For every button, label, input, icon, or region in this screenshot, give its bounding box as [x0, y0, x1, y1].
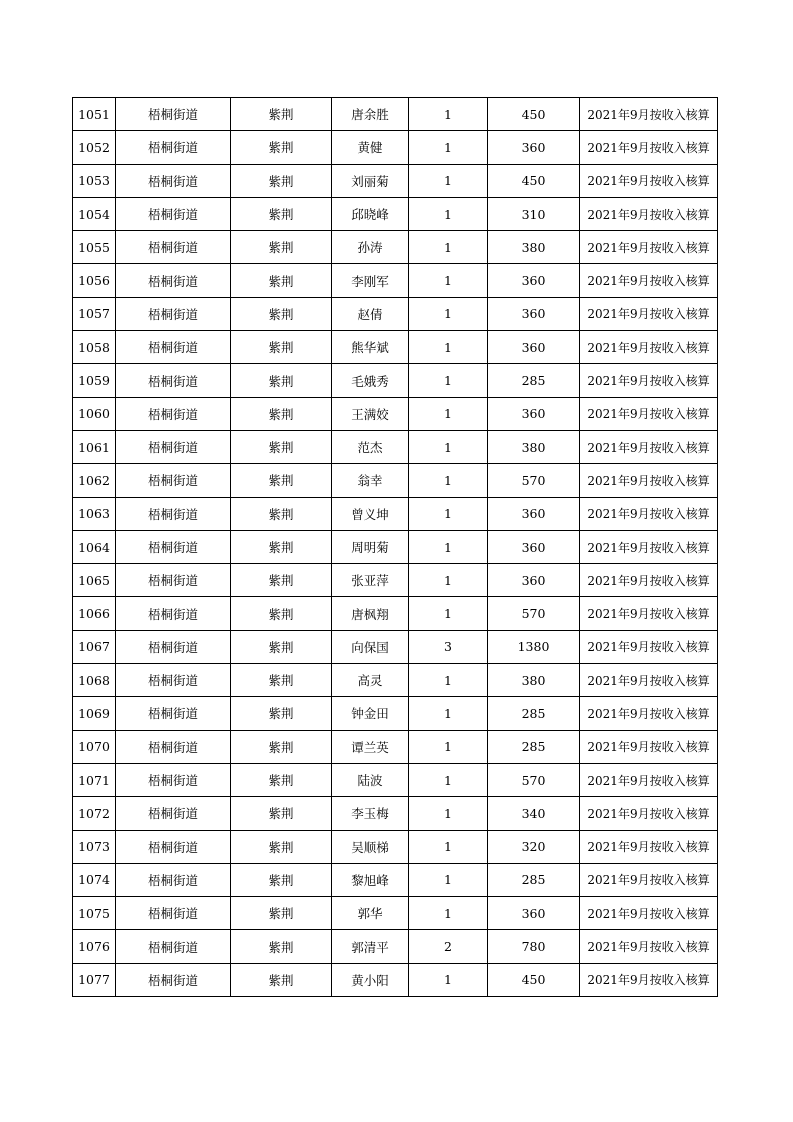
table-row	[73, 430, 718, 463]
row-number-cell: 1054	[73, 197, 116, 230]
street-cell: 梧桐街道	[116, 664, 231, 697]
note-cell: 2021年9月按收入核算	[580, 697, 718, 730]
household-count-cell: 1	[409, 963, 488, 996]
name-cell: 高灵	[332, 664, 409, 697]
amount-cell: 450	[488, 963, 580, 996]
community-cell: 紫荆	[231, 863, 332, 896]
household-count-cell: 1	[409, 497, 488, 530]
community-cell: 紫荆	[231, 963, 332, 996]
street-cell: 梧桐街道	[116, 697, 231, 730]
name-cell: 黎旭峰	[332, 863, 409, 896]
amount-cell: 360	[488, 397, 580, 430]
amount-cell: 380	[488, 231, 580, 264]
table-row	[73, 830, 718, 863]
note-cell: 2021年9月按收入核算	[580, 98, 718, 131]
row-number-cell: 1067	[73, 630, 116, 663]
street-cell: 梧桐街道	[116, 297, 231, 330]
table-row	[73, 164, 718, 197]
note-cell: 2021年9月按收入核算	[580, 430, 718, 463]
note-cell: 2021年9月按收入核算	[580, 530, 718, 563]
community-cell: 紫荆	[231, 364, 332, 397]
household-count-cell: 1	[409, 297, 488, 330]
amount-cell: 570	[488, 464, 580, 497]
amount-cell: 450	[488, 164, 580, 197]
row-number-cell: 1058	[73, 331, 116, 364]
amount-cell: 285	[488, 730, 580, 763]
street-cell: 梧桐街道	[116, 630, 231, 663]
table-row	[73, 331, 718, 364]
household-count-cell: 1	[409, 763, 488, 796]
community-cell: 紫荆	[231, 763, 332, 796]
household-count-cell: 1	[409, 697, 488, 730]
note-cell: 2021年9月按收入核算	[580, 297, 718, 330]
community-cell: 紫荆	[231, 164, 332, 197]
table-body	[73, 98, 718, 997]
household-count-cell: 1	[409, 530, 488, 563]
household-count-cell: 3	[409, 630, 488, 663]
amount-cell: 360	[488, 564, 580, 597]
street-cell: 梧桐街道	[116, 430, 231, 463]
name-cell: 向保国	[332, 630, 409, 663]
household-count-cell: 1	[409, 98, 488, 131]
row-number-cell: 1052	[73, 131, 116, 164]
community-cell: 紫荆	[231, 730, 332, 763]
row-number-cell: 1070	[73, 730, 116, 763]
household-count-cell: 1	[409, 197, 488, 230]
row-number-cell: 1064	[73, 530, 116, 563]
community-cell: 紫荆	[231, 630, 332, 663]
amount-cell: 360	[488, 897, 580, 930]
street-cell: 梧桐街道	[116, 797, 231, 830]
name-cell: 王满姣	[332, 397, 409, 430]
community-cell: 紫荆	[231, 897, 332, 930]
street-cell: 梧桐街道	[116, 863, 231, 896]
community-cell: 紫荆	[231, 397, 332, 430]
community-cell: 紫荆	[231, 797, 332, 830]
amount-cell: 380	[488, 664, 580, 697]
table-row	[73, 730, 718, 763]
table-row	[73, 264, 718, 297]
note-cell: 2021年9月按收入核算	[580, 930, 718, 963]
note-cell: 2021年9月按收入核算	[580, 331, 718, 364]
table-row	[73, 963, 718, 996]
community-cell: 紫荆	[231, 197, 332, 230]
row-number-cell: 1055	[73, 231, 116, 264]
amount-cell: 360	[488, 331, 580, 364]
table-row	[73, 863, 718, 896]
household-count-cell: 1	[409, 464, 488, 497]
amount-cell: 360	[488, 131, 580, 164]
row-number-cell: 1071	[73, 763, 116, 796]
street-cell: 梧桐街道	[116, 897, 231, 930]
community-cell: 紫荆	[231, 830, 332, 863]
name-cell: 谭兰英	[332, 730, 409, 763]
household-count-cell: 1	[409, 897, 488, 930]
street-cell: 梧桐街道	[116, 597, 231, 630]
note-cell: 2021年9月按收入核算	[580, 131, 718, 164]
row-number-cell: 1062	[73, 464, 116, 497]
table-row	[73, 464, 718, 497]
table-row	[73, 297, 718, 330]
note-cell: 2021年9月按收入核算	[580, 197, 718, 230]
note-cell: 2021年9月按收入核算	[580, 564, 718, 597]
table-row	[73, 397, 718, 430]
name-cell: 郭华	[332, 897, 409, 930]
table-row	[73, 131, 718, 164]
household-count-cell: 1	[409, 231, 488, 264]
name-cell: 黄小阳	[332, 963, 409, 996]
table-row	[73, 364, 718, 397]
row-number-cell: 1074	[73, 863, 116, 896]
note-cell: 2021年9月按收入核算	[580, 797, 718, 830]
note-cell: 2021年9月按收入核算	[580, 497, 718, 530]
row-number-cell: 1063	[73, 497, 116, 530]
row-number-cell: 1053	[73, 164, 116, 197]
amount-cell: 360	[488, 264, 580, 297]
amount-cell: 360	[488, 297, 580, 330]
row-number-cell: 1075	[73, 897, 116, 930]
table-row	[73, 231, 718, 264]
street-cell: 梧桐街道	[116, 830, 231, 863]
household-count-cell: 1	[409, 164, 488, 197]
row-number-cell: 1072	[73, 797, 116, 830]
street-cell: 梧桐街道	[116, 963, 231, 996]
street-cell: 梧桐街道	[116, 231, 231, 264]
row-number-cell: 1066	[73, 597, 116, 630]
street-cell: 梧桐街道	[116, 730, 231, 763]
community-cell: 紫荆	[231, 131, 332, 164]
household-count-cell: 1	[409, 264, 488, 297]
row-number-cell: 1056	[73, 264, 116, 297]
amount-cell: 380	[488, 430, 580, 463]
table-row	[73, 697, 718, 730]
note-cell: 2021年9月按收入核算	[580, 464, 718, 497]
table-row	[73, 797, 718, 830]
name-cell: 唐枫翔	[332, 597, 409, 630]
amount-cell: 285	[488, 697, 580, 730]
name-cell: 黄健	[332, 131, 409, 164]
community-cell: 紫荆	[231, 264, 332, 297]
note-cell: 2021年9月按收入核算	[580, 763, 718, 796]
street-cell: 梧桐街道	[116, 164, 231, 197]
name-cell: 郭清平	[332, 930, 409, 963]
street-cell: 梧桐街道	[116, 131, 231, 164]
row-number-cell: 1057	[73, 297, 116, 330]
name-cell: 翁幸	[332, 464, 409, 497]
name-cell: 赵倩	[332, 297, 409, 330]
assistance-table-page	[72, 97, 717, 997]
name-cell: 李刚军	[332, 264, 409, 297]
amount-cell: 450	[488, 98, 580, 131]
name-cell: 唐余胜	[332, 98, 409, 131]
community-cell: 紫荆	[231, 697, 332, 730]
amount-cell: 780	[488, 930, 580, 963]
note-cell: 2021年9月按收入核算	[580, 164, 718, 197]
row-number-cell: 1059	[73, 364, 116, 397]
note-cell: 2021年9月按收入核算	[580, 963, 718, 996]
table-row	[73, 897, 718, 930]
amount-cell: 360	[488, 530, 580, 563]
note-cell: 2021年9月按收入核算	[580, 863, 718, 896]
street-cell: 梧桐街道	[116, 763, 231, 796]
household-count-cell: 2	[409, 930, 488, 963]
name-cell: 曾义坤	[332, 497, 409, 530]
note-cell: 2021年9月按收入核算	[580, 897, 718, 930]
household-count-cell: 1	[409, 730, 488, 763]
row-number-cell: 1061	[73, 430, 116, 463]
note-cell: 2021年9月按收入核算	[580, 630, 718, 663]
name-cell: 张亚萍	[332, 564, 409, 597]
name-cell: 邱晓峰	[332, 197, 409, 230]
household-count-cell: 1	[409, 397, 488, 430]
community-cell: 紫荆	[231, 497, 332, 530]
assistance-table	[72, 97, 718, 997]
street-cell: 梧桐街道	[116, 197, 231, 230]
note-cell: 2021年9月按收入核算	[580, 830, 718, 863]
amount-cell: 1380	[488, 630, 580, 663]
community-cell: 紫荆	[231, 297, 332, 330]
amount-cell: 285	[488, 863, 580, 896]
household-count-cell: 1	[409, 131, 488, 164]
row-number-cell: 1076	[73, 930, 116, 963]
table-row	[73, 564, 718, 597]
table-row	[73, 930, 718, 963]
street-cell: 梧桐街道	[116, 930, 231, 963]
row-number-cell: 1073	[73, 830, 116, 863]
street-cell: 梧桐街道	[116, 331, 231, 364]
name-cell: 吴顺梯	[332, 830, 409, 863]
community-cell: 紫荆	[231, 331, 332, 364]
street-cell: 梧桐街道	[116, 364, 231, 397]
name-cell: 李玉梅	[332, 797, 409, 830]
street-cell: 梧桐街道	[116, 530, 231, 563]
note-cell: 2021年9月按收入核算	[580, 264, 718, 297]
community-cell: 紫荆	[231, 564, 332, 597]
household-count-cell: 1	[409, 331, 488, 364]
amount-cell: 320	[488, 830, 580, 863]
note-cell: 2021年9月按收入核算	[580, 231, 718, 264]
name-cell: 范杰	[332, 430, 409, 463]
name-cell: 钟金田	[332, 697, 409, 730]
table-row	[73, 530, 718, 563]
community-cell: 紫荆	[231, 664, 332, 697]
amount-cell: 310	[488, 197, 580, 230]
note-cell: 2021年9月按收入核算	[580, 397, 718, 430]
community-cell: 紫荆	[231, 597, 332, 630]
community-cell: 紫荆	[231, 464, 332, 497]
household-count-cell: 1	[409, 830, 488, 863]
name-cell: 周明菊	[332, 530, 409, 563]
row-number-cell: 1069	[73, 697, 116, 730]
street-cell: 梧桐街道	[116, 564, 231, 597]
street-cell: 梧桐街道	[116, 397, 231, 430]
amount-cell: 570	[488, 597, 580, 630]
amount-cell: 570	[488, 763, 580, 796]
table-row	[73, 197, 718, 230]
row-number-cell: 1060	[73, 397, 116, 430]
household-count-cell: 1	[409, 364, 488, 397]
note-cell: 2021年9月按收入核算	[580, 664, 718, 697]
table-row	[73, 98, 718, 131]
community-cell: 紫荆	[231, 930, 332, 963]
household-count-cell: 1	[409, 863, 488, 896]
row-number-cell: 1077	[73, 963, 116, 996]
name-cell: 孙涛	[332, 231, 409, 264]
community-cell: 紫荆	[231, 530, 332, 563]
street-cell: 梧桐街道	[116, 98, 231, 131]
table-row	[73, 630, 718, 663]
household-count-cell: 1	[409, 430, 488, 463]
name-cell: 熊华斌	[332, 331, 409, 364]
note-cell: 2021年9月按收入核算	[580, 364, 718, 397]
amount-cell: 360	[488, 497, 580, 530]
name-cell: 刘丽菊	[332, 164, 409, 197]
amount-cell: 340	[488, 797, 580, 830]
row-number-cell: 1051	[73, 98, 116, 131]
note-cell: 2021年9月按收入核算	[580, 597, 718, 630]
name-cell: 陆波	[332, 763, 409, 796]
household-count-cell: 1	[409, 664, 488, 697]
note-cell: 2021年9月按收入核算	[580, 730, 718, 763]
street-cell: 梧桐街道	[116, 464, 231, 497]
community-cell: 紫荆	[231, 231, 332, 264]
household-count-cell: 1	[409, 797, 488, 830]
table-row	[73, 597, 718, 630]
household-count-cell: 1	[409, 597, 488, 630]
community-cell: 紫荆	[231, 98, 332, 131]
row-number-cell: 1065	[73, 564, 116, 597]
table-row	[73, 763, 718, 796]
street-cell: 梧桐街道	[116, 264, 231, 297]
table-row	[73, 497, 718, 530]
row-number-cell: 1068	[73, 664, 116, 697]
table-row	[73, 664, 718, 697]
street-cell: 梧桐街道	[116, 497, 231, 530]
amount-cell: 285	[488, 364, 580, 397]
household-count-cell: 1	[409, 564, 488, 597]
name-cell: 毛娥秀	[332, 364, 409, 397]
community-cell: 紫荆	[231, 430, 332, 463]
